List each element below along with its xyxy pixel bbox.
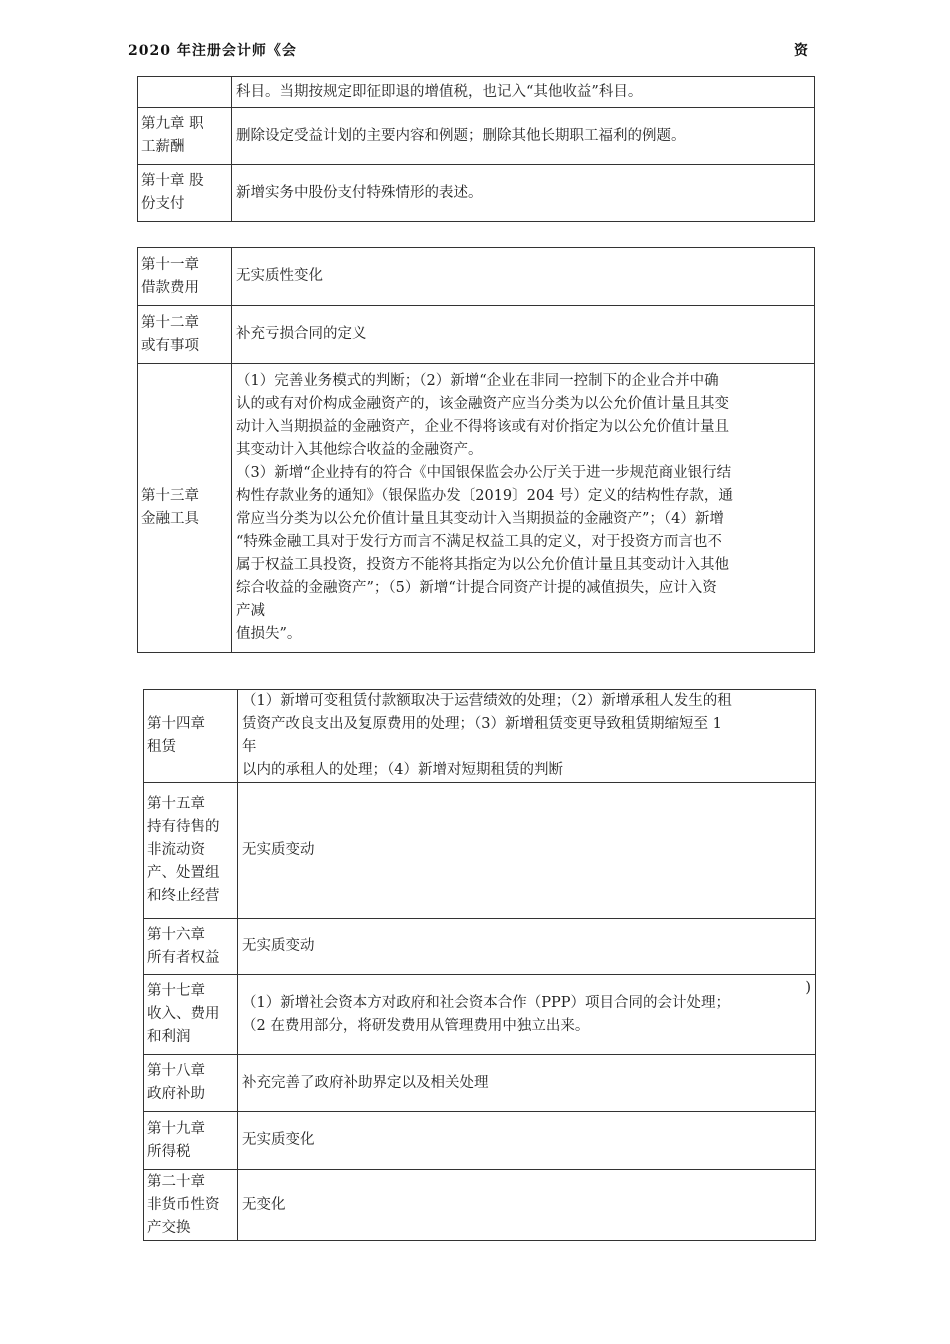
table-row xyxy=(144,1170,816,1241)
changes-table-2 xyxy=(137,247,815,653)
table-row xyxy=(138,165,815,222)
chapter-cell: 第十三章 金融工具 xyxy=(138,364,232,653)
header-title: 2020 年注册会计师《会 xyxy=(128,43,297,59)
chapter-cell: 第二十章 非货币性资 产交换 xyxy=(144,1170,238,1241)
table-row xyxy=(144,690,816,783)
chapter-cell xyxy=(138,77,232,108)
chapter-cell: 第十六章 所有者权益 xyxy=(144,919,238,975)
content-cell: 新增实务中股份支付特殊情形的表述。 xyxy=(232,165,815,222)
content-cell: ) （1）新增社会资本方对政府和社会资本合作（PPP）项目合同的会计处理； （2 在费用部分，将研发费用从管理费用中独立出来。 xyxy=(238,975,816,1055)
chapter-cell: 第十八章 政府补助 xyxy=(144,1055,238,1112)
chapter-cell: 第十七章 收入、费用 和利润 xyxy=(144,975,238,1055)
content-cell: （1）新增可变租赁付款额取决于运营绩效的处理；（2）新增承租人发生的租 赁资产改良支出及复原费用的处理；（3）新增租赁变更导致租赁期缩短至 1 年 以内的承租人的处理；（4）新增对短期租赁的判断 xyxy=(238,690,816,783)
table-row xyxy=(138,364,815,653)
changes-table-1 xyxy=(137,76,815,222)
chapter-cell: 第十四章 租赁 xyxy=(144,690,238,783)
table-row xyxy=(144,975,816,1055)
chapter-cell: 第十章 股 份支付 xyxy=(138,165,232,222)
stray-paren: ) xyxy=(805,980,811,996)
content-cell: 无实质变化 xyxy=(238,1112,816,1170)
chapter-cell: 第十九章 所得税 xyxy=(144,1112,238,1170)
chapter-cell: 第九章 职 工薪酬 xyxy=(138,108,232,165)
chapter-cell: 第十一章 借款费用 xyxy=(138,248,232,306)
table-row xyxy=(144,1112,816,1170)
table-row xyxy=(138,77,815,108)
table-row xyxy=(138,108,815,165)
changes-table-3 xyxy=(143,689,816,1241)
content-cell: 补充亏损合同的定义 xyxy=(232,306,815,364)
content-cell: 无实质变动 xyxy=(238,783,816,919)
table-row xyxy=(138,306,815,364)
table-row xyxy=(144,1055,816,1112)
content-cell: 补充完善了政府补助界定以及相关处理 xyxy=(238,1055,816,1112)
chapter-cell: 第十二章 或有事项 xyxy=(138,306,232,364)
table-row xyxy=(144,783,816,919)
content-cell: （1）完善业务模式的判断；（2）新增“企业在非同一控制下的企业合并中确 认的或有对价构成金融资产的，该金融资产应当分类为以公允价值计量且其变 动计入当期损益的金融资产，企业不得将该或有对价指定为以公允价值计量且 其变动计入其他综合收益的金融资产。 （3）新增“企业持有的符合《中国银保监会办公厅关于进一步规范商业银行结 构性存款业务的通知》（银保监办发〔2019〕204 号）定义的结构性存款，通 常应当分类为以公允价值计量且其变动计入当期损益的金融资产”；（4）新增 “特殊金融工具对于发行方而言不满足权益工具的定义，对于投资方而言也不 属于权益工具投资，投资方不能将其指定为以公允价值计量且其变动计入其他 综合收益的金融资产”；（5）新增“计提合同资产计提的减值损失，应计入资 产减 值损失”。 xyxy=(232,364,815,653)
header-right-text: 资 xyxy=(794,43,808,59)
content-cell: 删除设定受益计划的主要内容和例题；删除其他长期职工福利的例题。 xyxy=(232,108,815,165)
content-cell: 无实质性变化 xyxy=(232,248,815,306)
content-cell: 科目。当期按规定即征即退的增值税，也记入“其他收益”科目。 xyxy=(232,77,815,108)
table-row xyxy=(138,248,815,306)
table-row xyxy=(144,919,816,975)
content-cell: 无实质变动 xyxy=(238,919,816,975)
chapter-cell: 第十五章 持有待售的 非流动资 产、处置组 和终止经营 xyxy=(144,783,238,919)
content-cell: 无变化 xyxy=(238,1170,816,1241)
page-header xyxy=(128,34,808,59)
